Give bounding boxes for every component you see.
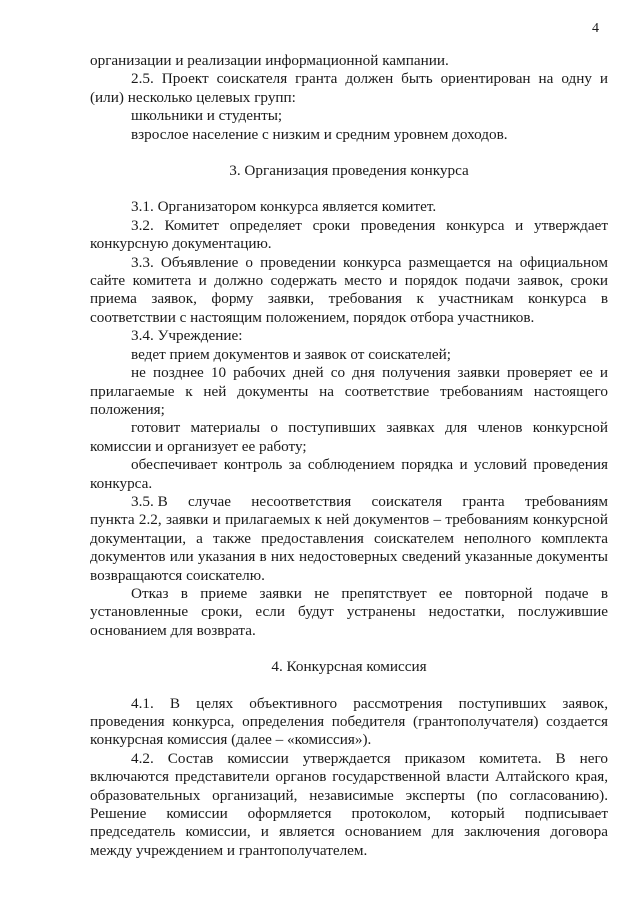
section-heading-3: 3. Организация проведения конкурса xyxy=(229,162,469,180)
paragraph-4-2: 4.2. Состав комиссии утверждается приказом комитета. В него включаются представители органов государственной власти Алтайского края, образовательных организаций, независимые эксперты (по согласованию). Решение комиссии оформляется протоколом, который подписывает председатель комиссии, и является основанием для заключения договора между учреждением и грантополучателем. xyxy=(90,749,608,859)
list-item: школьники и студенты; xyxy=(131,107,283,125)
list-item: готовит материалы о поступивших заявках для членов конкурсной комиссии и организует ее работу; xyxy=(90,419,608,455)
list-item: не позднее 10 рабочих дней со дня получения заявки проверяет ее и прилагаемые к ней документы на соответствие требованиям настоящего положения; xyxy=(90,364,608,418)
page-number: 4 xyxy=(592,21,599,36)
paragraph-4-1: 4.1. В целях объективного рассмотрения поступивших заявок, проведения конкурса, определения победителя (грантополучателя) создается конкурсная комиссия (далее – «комиссия»). xyxy=(90,694,608,749)
word: требованиям xyxy=(524,492,608,510)
list-item: обеспечивает контроль за соблюдением порядка и условий проведения конкурса. xyxy=(90,456,608,492)
paragraph-2-5: 2.5. Проект соискателя гранта должен быть ориентирован на одну и (или) несколько целевых групп: xyxy=(90,70,608,106)
word: несоответствия xyxy=(251,492,352,510)
paragraph: организации и реализации информационной кампании. xyxy=(90,52,449,69)
paragraph-3-5-continued: пункта 2.2, заявки и прилагаемых к ней документов – требованиям конкурсной документации, а также предоставления соискателем неполного комплекта документов или указания в них недостоверных сведений указанные документы возвращаются соискателю. xyxy=(90,511,608,584)
word: соискателя xyxy=(371,492,443,510)
word: гранта xyxy=(462,492,505,510)
word: случае xyxy=(187,492,232,510)
paragraph-3-5-first-line xyxy=(90,493,608,511)
paragraph: Отказ в приеме заявки не препятствует ее повторной подаче в установленные сроки, если будут устранены недостатки, послужившие основанием для возврата. xyxy=(90,584,608,639)
list-item: ведет прием документов и заявок от соискателей; xyxy=(131,345,451,363)
paragraph-3-3: 3.3. Объявление о проведении конкурса размещается на официальном сайте комитета и должно содержать место и порядок подачи заявок, сроки приема заявок, форму заявки, требования к участникам конкурса в соответствии с настоящим положением, порядок отбора участников. xyxy=(90,253,608,326)
document-body xyxy=(90,52,608,860)
paragraph-3-1: 3.1. Организатором конкурса является комитет. xyxy=(131,198,437,216)
paragraph-3-4: 3.4. Учреждение: xyxy=(131,327,243,345)
list-item: взрослое население с низким и средним уровнем доходов. xyxy=(131,125,508,143)
paragraph-3-2: 3.2. Комитет определяет сроки проведения конкурса и утверждает конкурсную документацию. xyxy=(90,216,608,253)
section-heading-4: 4. Конкурсная комиссия xyxy=(271,658,427,676)
word: 3.5. В xyxy=(131,492,168,510)
